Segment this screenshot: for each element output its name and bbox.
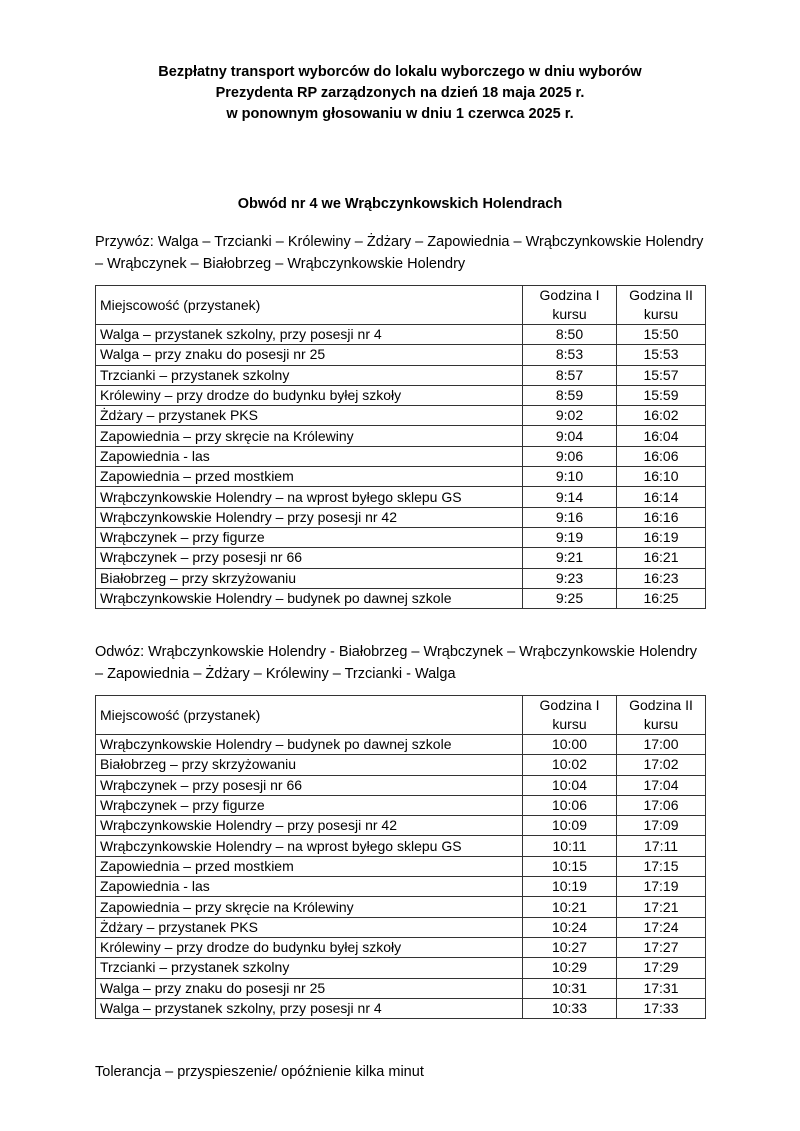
cell-run2: 16:02 [617, 406, 706, 426]
cell-run2: 16:19 [617, 527, 706, 547]
table-row [96, 345, 706, 365]
column-header-run1: Godzina I kursu [523, 696, 617, 735]
cell-stop: Zapowiednia – przy skręcie na Królewiny [96, 897, 523, 917]
cell-run1: 9:06 [523, 446, 617, 466]
cell-run1: 9:25 [523, 588, 617, 608]
table-row [96, 588, 706, 608]
cell-run2: 17:06 [617, 795, 706, 815]
cell-stop: Trzcianki – przystanek szkolny [96, 365, 523, 385]
table-row [96, 446, 706, 466]
cell-stop: Wrąbczynek – przy figurze [96, 527, 523, 547]
cell-run1: 10:00 [523, 735, 617, 755]
cell-run2: 16:10 [617, 467, 706, 487]
cell-run1: 10:19 [523, 877, 617, 897]
cell-run2: 17:11 [617, 836, 706, 856]
document-title [0, 62, 800, 125]
column-header-run2: Godzina II kursu [617, 696, 706, 735]
cell-stop: Wrąbczynek – przy figurze [96, 795, 523, 815]
cell-stop: Wrąbczynkowskie Holendry – budynek po dawnej szkole [96, 588, 523, 608]
table-row [96, 816, 706, 836]
cell-run2: 15:53 [617, 345, 706, 365]
cell-run1: 9:10 [523, 467, 617, 487]
cell-run1: 9:16 [523, 507, 617, 527]
cell-run1: 10:15 [523, 856, 617, 876]
cell-run2: 16:06 [617, 446, 706, 466]
cell-run1: 8:59 [523, 385, 617, 405]
return-table-body [96, 735, 706, 1019]
table-row [96, 958, 706, 978]
table-row [96, 897, 706, 917]
cell-stop: Wrąbczynek – przy posesji nr 66 [96, 548, 523, 568]
cell-stop: Trzcianki – przystanek szkolny [96, 958, 523, 978]
cell-run1: 8:57 [523, 365, 617, 385]
cell-run1: 9:23 [523, 568, 617, 588]
table-header-row [96, 696, 706, 735]
cell-stop: Białobrzeg – przy skrzyżowaniu [96, 755, 523, 775]
title-line-1: Bezpłatny transport wyborców do lokalu wyborczego w dniu wyborów [158, 64, 642, 80]
cell-stop: Zapowiednia – przy skręcie na Królewiny [96, 426, 523, 446]
cell-run2: 17:27 [617, 937, 706, 957]
table-row [96, 568, 706, 588]
cell-run2: 17:15 [617, 856, 706, 876]
cell-run2: 17:29 [617, 958, 706, 978]
delivery-route-text: Przywóz: Walga – Trzcianki – Królewiny – Żdżary – Zapowiednia – Wrąbczynkowskie Holendry – Wrąbczynek – Białobrzeg – Wrąbczynkowskie Holendry [95, 234, 704, 272]
delivery-schedule-table [95, 285, 706, 609]
cell-run2: 16:23 [617, 568, 706, 588]
table-row [96, 937, 706, 957]
cell-stop: Białobrzeg – przy skrzyżowaniu [96, 568, 523, 588]
column-header-location: Miejscowość (przystanek) [96, 696, 523, 735]
cell-run2: 17:33 [617, 998, 706, 1018]
title-line-2: Prezydenta RP zarządzonych na dzień 18 maja 2025 r. [215, 85, 585, 101]
cell-stop: Wrąbczynek – przy posesji nr 66 [96, 775, 523, 795]
return-schedule-table [95, 695, 706, 1019]
cell-stop: Wrąbczynkowskie Holendry – na wprost byłego sklepu GS [96, 487, 523, 507]
table-row [96, 856, 706, 876]
circuit-heading: Obwód nr 4 we Wrąbczynkowskich Holendrach [237, 196, 563, 212]
cell-stop: Zapowiednia – przed mostkiem [96, 467, 523, 487]
table-row [96, 755, 706, 775]
cell-stop: Królewiny – przy drodze do budynku byłej szkoły [96, 937, 523, 957]
cell-run1: 10:09 [523, 816, 617, 836]
cell-stop: Wrąbczynkowskie Holendry – przy posesji nr 42 [96, 816, 523, 836]
table-row [96, 836, 706, 856]
cell-run1: 10:02 [523, 755, 617, 775]
cell-run2: 16:16 [617, 507, 706, 527]
cell-run1: 10:29 [523, 958, 617, 978]
cell-stop: Zapowiednia – przed mostkiem [96, 856, 523, 876]
table-row [96, 998, 706, 1018]
column-header-run1: Godzina I kursu [523, 286, 617, 325]
cell-run1: 9:02 [523, 406, 617, 426]
table-row [96, 527, 706, 547]
cell-stop: Zapowiednia - las [96, 877, 523, 897]
cell-run1: 9:04 [523, 426, 617, 446]
cell-stop: Wrąbczynkowskie Holendry – na wprost byłego sklepu GS [96, 836, 523, 856]
cell-stop: Walga – przystanek szkolny, przy posesji nr 4 [96, 325, 523, 345]
table-row [96, 426, 706, 446]
table-row [96, 978, 706, 998]
table-row [96, 365, 706, 385]
table-row [96, 406, 706, 426]
table-row [96, 385, 706, 405]
cell-run2: 16:25 [617, 588, 706, 608]
cell-stop: Królewiny – przy drodze do budynku byłej szkoły [96, 385, 523, 405]
table-row [96, 487, 706, 507]
table-row [96, 795, 706, 815]
cell-run2: 17:00 [617, 735, 706, 755]
cell-run2: 15:50 [617, 325, 706, 345]
table-row [96, 325, 706, 345]
cell-stop: Walga – przy znaku do posesji nr 25 [96, 345, 523, 365]
cell-run1: 10:06 [523, 795, 617, 815]
table-row [96, 507, 706, 527]
cell-stop: Żdżary – przystanek PKS [96, 406, 523, 426]
cell-stop: Żdżary – przystanek PKS [96, 917, 523, 937]
table-row [96, 467, 706, 487]
cell-run2: 17:04 [617, 775, 706, 795]
table-row [96, 735, 706, 755]
cell-run2: 15:59 [617, 385, 706, 405]
cell-stop: Walga – przystanek szkolny, przy posesji nr 4 [96, 998, 523, 1018]
cell-run2: 17:24 [617, 917, 706, 937]
cell-run2: 17:21 [617, 897, 706, 917]
cell-run1: 9:14 [523, 487, 617, 507]
cell-stop: Zapowiednia - las [96, 446, 523, 466]
cell-stop: Wrąbczynkowskie Holendry – przy posesji nr 42 [96, 507, 523, 527]
cell-run1: 9:19 [523, 527, 617, 547]
column-header-location: Miejscowość (przystanek) [96, 286, 523, 325]
cell-run1: 10:27 [523, 937, 617, 957]
cell-run1: 10:33 [523, 998, 617, 1018]
cell-run2: 17:09 [617, 816, 706, 836]
cell-run2: 17:02 [617, 755, 706, 775]
tolerance-note: Tolerancja – przyspieszenie/ opóźnienie kilka minut [95, 1064, 424, 1080]
column-header-run2: Godzina II kursu [617, 286, 706, 325]
title-line-3: w ponownym głosowaniu w dniu 1 czerwca 2025 r. [226, 106, 574, 122]
cell-run1: 9:21 [523, 548, 617, 568]
cell-run2: 17:19 [617, 877, 706, 897]
table-row [96, 917, 706, 937]
table-row [96, 877, 706, 897]
return-route-text: Odwóz: Wrąbczynkowskie Holendry - Białobrzeg – Wrąbczynek – Wrąbczynkowskie Holendry – Zapowiednia – Żdżary – Królewiny – Trzcianki - Walga [95, 644, 697, 682]
cell-stop: Wrąbczynkowskie Holendry – budynek po dawnej szkole [96, 735, 523, 755]
cell-run1: 8:53 [523, 345, 617, 365]
cell-run1: 8:50 [523, 325, 617, 345]
table-header-row [96, 286, 706, 325]
cell-run2: 17:31 [617, 978, 706, 998]
cell-run1: 10:31 [523, 978, 617, 998]
cell-run2: 16:04 [617, 426, 706, 446]
cell-run1: 10:11 [523, 836, 617, 856]
cell-run1: 10:24 [523, 917, 617, 937]
cell-run2: 16:21 [617, 548, 706, 568]
cell-run2: 16:14 [617, 487, 706, 507]
table-row [96, 548, 706, 568]
cell-stop: Walga – przy znaku do posesji nr 25 [96, 978, 523, 998]
cell-run1: 10:21 [523, 897, 617, 917]
cell-run2: 15:57 [617, 365, 706, 385]
table-row [96, 775, 706, 795]
cell-run1: 10:04 [523, 775, 617, 795]
delivery-table-body [96, 325, 706, 609]
